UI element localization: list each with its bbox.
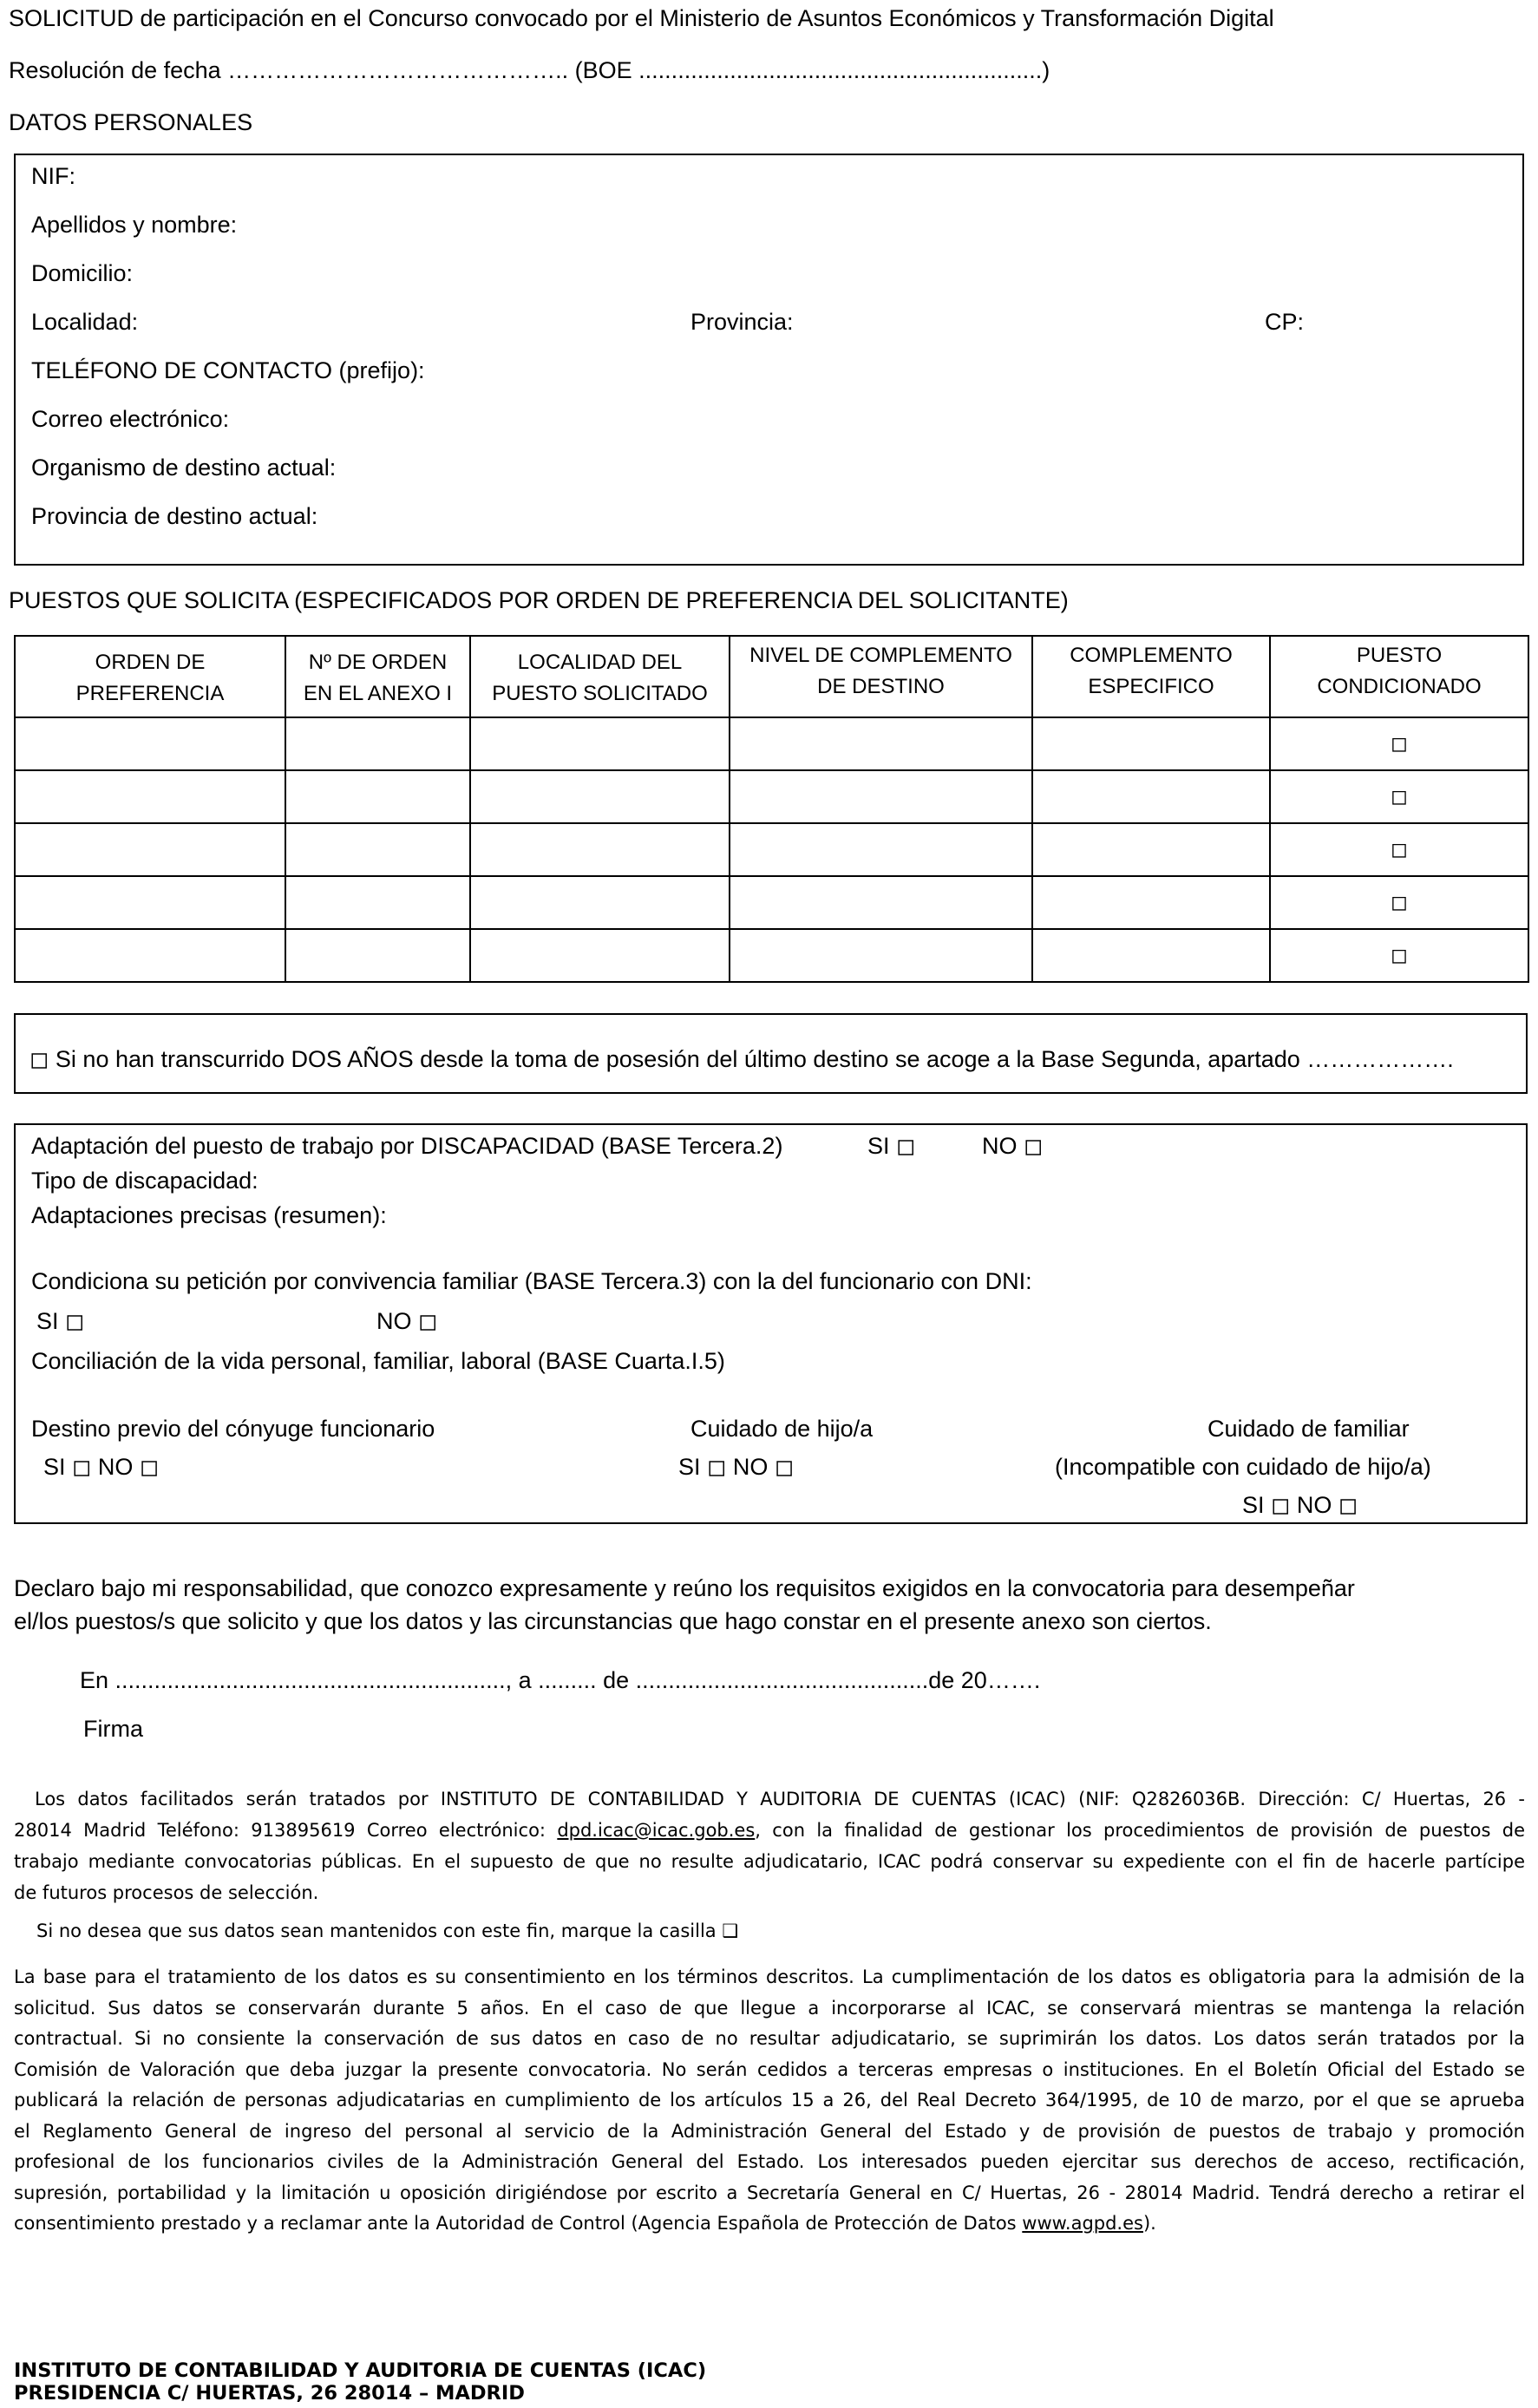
privacy-link[interactable]: dpd.icac@icac.gob.es — [557, 1820, 756, 1841]
privacy-paragraph-2-line — [14, 2147, 1525, 2178]
level-cell[interactable] — [730, 929, 1032, 982]
current-organization-label: Organismo de destino actual: — [31, 455, 337, 481]
level-cell[interactable] — [730, 717, 1032, 770]
conditioned-checkbox-cell — [1270, 717, 1528, 770]
privacy-text: publicará la relación de personas adjudicatarias en cumplimiento de los artículos 15 a 26, del Real Decreto 364/1995, de 10 de marzo, por el que se aprueba — [14, 2090, 1525, 2110]
order-cell[interactable] — [15, 823, 285, 876]
cohabitation-yes-checkbox[interactable]: SI ◻ — [36, 1308, 85, 1334]
col-locality: LOCALIDAD DEL PUESTO SOLICITADO — [470, 636, 730, 717]
privacy-paragraph-2-lines — [14, 1962, 1525, 2240]
disability-type-label: Tipo de discapacidad: — [31, 1168, 259, 1194]
privacy-text: profesional de los funcionarios civiles de la Administración General del Estado. Los interesados pueden ejercitar sus derechos de acceso, rectificación, — [14, 2151, 1525, 2172]
locality-label: Localidad: — [31, 309, 139, 335]
privacy-text: La base para el tratamiento de los datos es su consentimiento en los términos descritos. La cumplimentación de los datos es obligatoria para la admisión de la — [14, 1966, 1525, 1987]
nif-label: NIF: — [31, 163, 75, 189]
annex-cell[interactable] — [285, 823, 470, 876]
col-conditioned: PUESTO CONDICIONADO — [1270, 636, 1528, 717]
privacy-text: el Reglamento General de ingreso del personal al servicio de la Administración General del Estado y de provisión de puestos de trabajo y promoción — [14, 2120, 1525, 2142]
postal-code-label: CP: — [1265, 309, 1305, 335]
complement-cell[interactable] — [1032, 929, 1270, 982]
current-province-label: Provincia de destino actual: — [31, 503, 318, 529]
resolution-line: Resolución de fecha …………………………………….. (BOE ..............................................................) — [9, 57, 1050, 83]
signature-label: Firma — [83, 1716, 143, 1742]
level-cell[interactable] — [730, 823, 1032, 876]
col-annex-number: Nº DE ORDEN EN EL ANEXO I — [285, 636, 470, 717]
adaptations-needed-label: Adaptaciones precisas (resumen): — [31, 1202, 387, 1228]
locality-cell[interactable] — [470, 929, 730, 982]
cohabitation-no-checkbox[interactable]: NO ◻ — [376, 1308, 438, 1334]
family-care-note: (Incompatible con cuidado de hijo/a) — [1055, 1454, 1431, 1480]
complement-cell[interactable] — [1032, 717, 1270, 770]
address-label: Domicilio: — [31, 260, 134, 286]
conciliation-label: Conciliación de la vida personal, familiar, laboral (BASE Cuarta.I.5) — [31, 1348, 725, 1374]
order-cell[interactable] — [15, 770, 285, 823]
complement-cell[interactable] — [1032, 876, 1270, 929]
phone-label: TELÉFONO DE CONTACTO (prefijo): — [31, 357, 425, 383]
conditioned-checkbox-cell — [1270, 823, 1528, 876]
two-years-option[interactable]: ◻ Si no han transcurrido DOS AÑOS desde la toma de posesión del último destino se acoge a la Base Segunda, apartado ………………. — [29, 1046, 1454, 1072]
province-label: Provincia: — [690, 309, 794, 335]
privacy-paragraph-1 — [14, 1783, 1525, 1908]
declaration-line-1: Declaro bajo mi responsabilidad, que conozco expresamente y reúno los requisitos exigidos en la convocatoria para desempeñar — [14, 1575, 1355, 1601]
privacy-paragraph-2-line — [14, 2024, 1525, 2055]
col-specific-complement: COMPLEMENTO ESPECIFICO — [1032, 636, 1270, 717]
disability-no-checkbox[interactable]: NO ◻ — [982, 1133, 1044, 1159]
conditioned-checkbox-cell — [1270, 770, 1528, 823]
locality-cell[interactable] — [470, 823, 730, 876]
optout-line[interactable]: Si no desea que sus datos sean mantenidos con este fin, marque la casilla ❑ — [36, 1921, 739, 1941]
family-care-label: Cuidado de familiar — [1207, 1416, 1410, 1442]
child-care-options[interactable]: SI ◻ NO ◻ — [678, 1454, 795, 1480]
privacy-link[interactable]: www.agpd.es — [1022, 2213, 1143, 2234]
col-destination-level: NIVEL DE COMPLEMENTO DE DESTINO — [730, 636, 1032, 717]
disability-yes-checkbox[interactable]: SI ◻ — [867, 1133, 916, 1159]
table-row — [15, 823, 1528, 876]
positions-heading: PUESTOS QUE SOLICITA (ESPECIFICADOS POR ORDEN DE PREFERENCIA DEL SOLICITANTE) — [9, 587, 1069, 613]
locality-cell[interactable] — [470, 717, 730, 770]
conditioned-checkbox-cell — [1270, 929, 1528, 982]
privacy-paragraph-2-line — [14, 2117, 1525, 2148]
table-row — [15, 770, 1528, 823]
disability-adaptation-label: Adaptación del puesto de trabajo por DISCAPACIDAD (BASE Tercera.2) — [31, 1133, 783, 1159]
place-date-line[interactable]: En ............................................................, a ......... de .............................................de 20……. — [80, 1667, 1041, 1693]
conditioned-checkbox[interactable]: ◻ — [1391, 785, 1408, 808]
privacy-text: , con la finalidad de gestionar los procedimientos de provisión de puestos de — [755, 1820, 1525, 1841]
level-cell[interactable] — [730, 770, 1032, 823]
privacy-text: supresión, portabilidad y la limitación u oposición dirigiéndose por escrito a Secretaría General en C/ Huertas, 26 - 28014 Madrid. Tendrá derecho a retirar el — [14, 2182, 1525, 2203]
privacy-text: 28014 Madrid Teléfono: 913895619 Correo electrónico: — [14, 1820, 558, 1841]
spouse-destination-options[interactable]: SI ◻ NO ◻ — [43, 1454, 160, 1480]
privacy-paragraph-2-line — [14, 1993, 1525, 2025]
locality-cell[interactable] — [470, 876, 730, 929]
conditioned-checkbox[interactable]: ◻ — [1391, 732, 1408, 756]
table-row — [15, 717, 1528, 770]
conditioned-checkbox[interactable]: ◻ — [1391, 944, 1408, 967]
spouse-destination-label: Destino previo del cónyuge funcionario — [31, 1416, 435, 1442]
annex-cell[interactable] — [285, 929, 470, 982]
privacy-paragraph-2-line — [14, 2178, 1525, 2209]
form-title: SOLICITUD de participación en el Concurso convocado por el Ministerio de Asuntos Económicos y Transformación Digital — [9, 5, 1274, 31]
complement-cell[interactable] — [1032, 770, 1270, 823]
positions-header-row — [15, 636, 1528, 717]
privacy-paragraph-1-line — [14, 1783, 1525, 1815]
privacy-text: Los datos facilitados serán tratados por INSTITUTO DE CONTABILIDAD Y AUDITORIA DE CUENTAS (ICAC) (NIF: Q2826036B. Dirección: C/ Huertas, 26 - — [35, 1789, 1525, 1809]
order-cell[interactable] — [15, 717, 285, 770]
name-label: Apellidos y nombre: — [31, 212, 238, 238]
order-cell[interactable] — [15, 929, 285, 982]
privacy-paragraph-1-line — [14, 1815, 1525, 1846]
order-cell[interactable] — [15, 876, 285, 929]
annex-cell[interactable] — [285, 876, 470, 929]
privacy-text: solicitud. Sus datos se conservarán durante 5 años. En el caso de que llegue a incorporarse al ICAC, se conservará mientras se mantenga la relación — [14, 1997, 1525, 2019]
privacy-text: trabajo mediante convocatorias públicas. En el supuesto de que no resulte adjudicatario, ICAC podrá conservar su expediente con el fin de hacerle partícipe — [14, 1851, 1525, 1872]
privacy-text: Comisión de Valoración que deba juzgar la presente convocatoria. No serán cedidos a terceras empresas o instituciones. En el Boletín Oficial del Estado se — [14, 2058, 1525, 2080]
privacy-paragraph-2-line — [14, 2085, 1525, 2117]
positions-table — [14, 635, 1529, 983]
privacy-paragraph-1-line — [14, 1846, 1525, 1877]
table-row — [15, 876, 1528, 929]
privacy-paragraph-2-line — [14, 2208, 1525, 2240]
level-cell[interactable] — [730, 876, 1032, 929]
declaration-line-2: el/los puestos/s que solicito y que los datos y las circunstancias que hago constar en el presente anexo son ciertos. — [14, 1608, 1212, 1634]
footer-address: PRESIDENCIA C/ HUERTAS, 26 28014 – MADRID — [14, 2382, 525, 2405]
privacy-paragraph-2-line — [14, 2055, 1525, 2086]
complement-cell[interactable] — [1032, 823, 1270, 876]
footer-institution: INSTITUTO DE CONTABILIDAD Y AUDITORIA DE CUENTAS (ICAC) — [14, 2359, 707, 2382]
cohabitation-label: Condiciona su petición por convivencia familiar (BASE Tercera.3) con la del funcionario con DNI: — [31, 1268, 1032, 1294]
table-row — [15, 929, 1528, 982]
section-personal-data: DATOS PERSONALES — [9, 109, 253, 135]
child-care-label: Cuidado de hijo/a — [690, 1416, 874, 1442]
email-label: Correo electrónico: — [31, 406, 230, 432]
privacy-text: de futuros procesos de selección. — [14, 1882, 319, 1903]
privacy-text: consentimiento prestado y a reclamar ante la Autoridad de Control (Agencia Española de Protección de Datos — [14, 2213, 1023, 2234]
privacy-text: ). — [1142, 2213, 1156, 2234]
conditioned-checkbox[interactable]: ◻ — [1391, 891, 1408, 914]
privacy-paragraph-1-lines — [14, 1783, 1525, 1908]
locality-cell[interactable] — [470, 770, 730, 823]
annex-cell[interactable] — [285, 717, 470, 770]
conditioned-checkbox[interactable]: ◻ — [1391, 838, 1408, 861]
privacy-paragraph-1-line — [14, 1877, 1525, 1908]
privacy-paragraph-2-line — [14, 1962, 1525, 1993]
col-order-preference: ORDEN DE PREFERENCIA — [15, 636, 285, 717]
family-care-options[interactable]: SI ◻ NO ◻ — [1242, 1492, 1358, 1518]
conditioned-checkbox-cell — [1270, 876, 1528, 929]
annex-cell[interactable] — [285, 770, 470, 823]
privacy-paragraph-2 — [14, 1962, 1525, 2240]
privacy-text: contractual. Si no consiente la conservación de sus datos en caso de no resultar adjudicatario, se suprimirán los datos. Los datos serán tratados por la — [14, 2028, 1525, 2049]
